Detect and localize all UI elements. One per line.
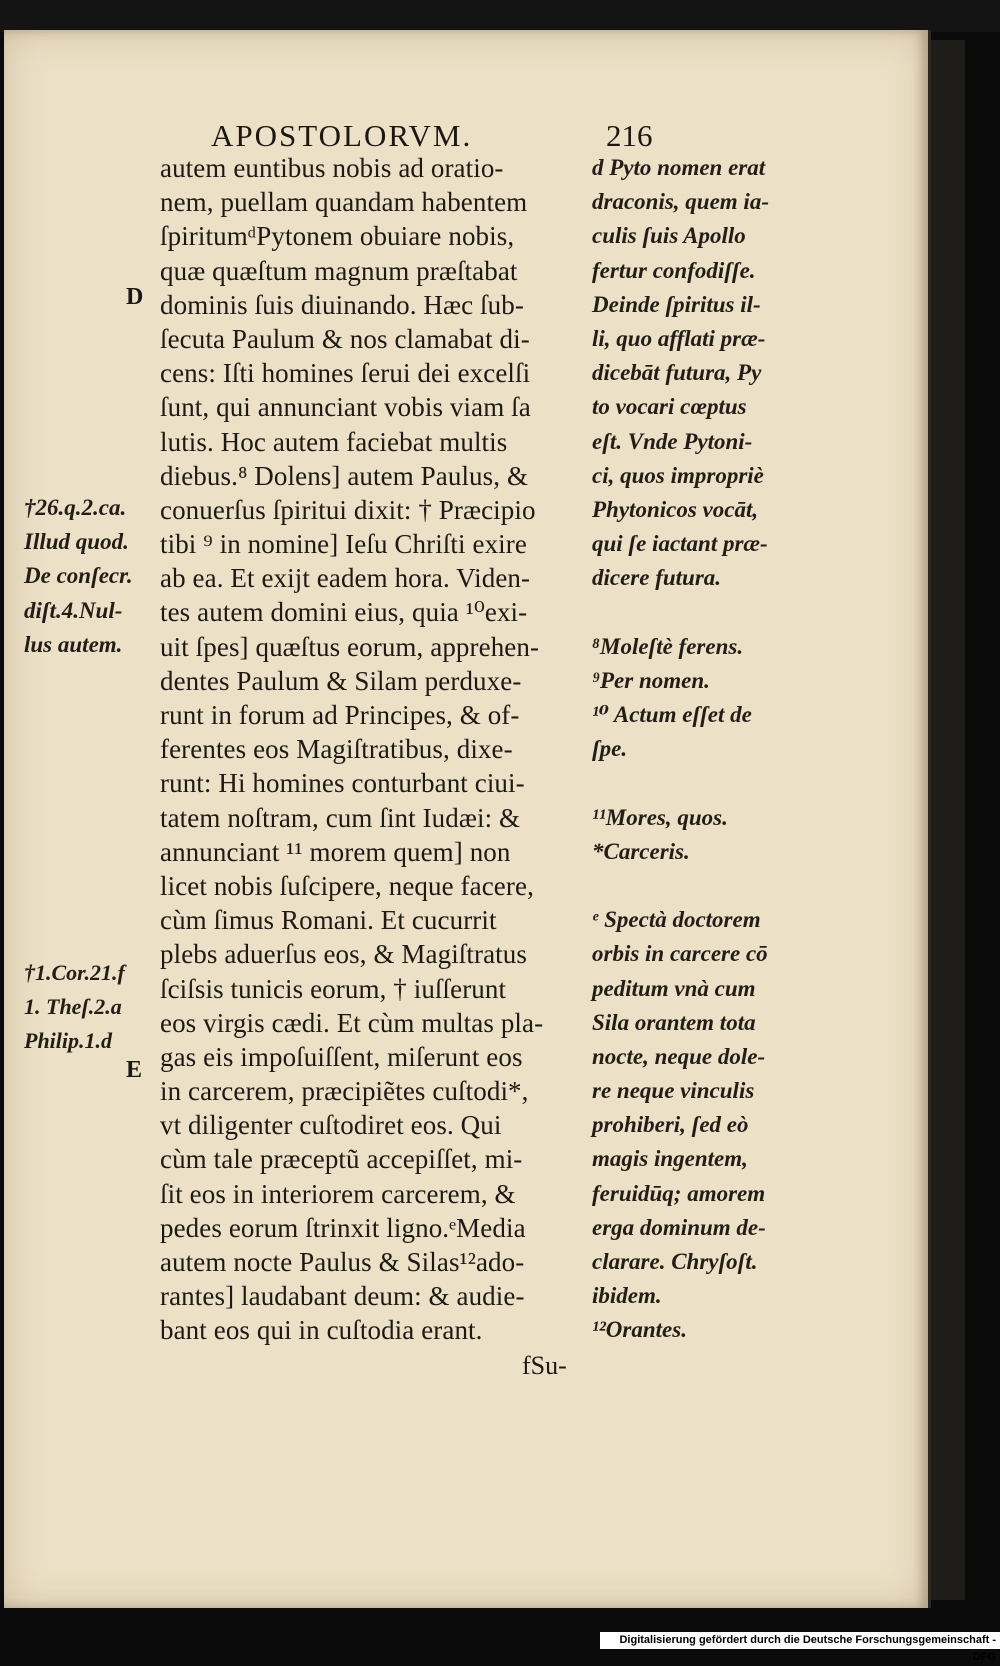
gloss-line: ⁸Moleſtè ferens. xyxy=(592,633,744,659)
text-line: lutis. Hoc autem faciebat multis xyxy=(160,426,508,457)
reference-line: 1. Theſ.2.a xyxy=(24,994,122,1020)
text-line: tes autem domini eius, quia ¹⁰exi- xyxy=(160,597,528,628)
text-line: dominis ſuis diuinando. Hæc ſub- xyxy=(160,289,524,320)
text-line: runt: Hi homines conturbant ciui- xyxy=(160,768,525,799)
gloss-line: dicebāt futura, Py xyxy=(592,360,762,386)
text-line: ferentes eos Magiſtratibus, dixe- xyxy=(160,734,513,765)
text-line: licet nobis ſuſcipere, neque facere, xyxy=(160,870,534,901)
text-line: nem, puellam quandam habentem xyxy=(160,187,528,218)
text-line: ſecuta Paulum & nos clamabat di- xyxy=(160,323,530,354)
gloss-line: ᵉ Spectà doctorem xyxy=(592,907,761,933)
text-line: bant eos qui in cuſtodia erant. xyxy=(160,1315,483,1346)
gloss-line: culis ſuis Apollo xyxy=(592,223,746,249)
text-line: ſunt, qui annunciant vobis viam ſa xyxy=(160,392,531,423)
gloss-line: fertur confodiſſe. xyxy=(592,257,756,283)
digitization-credit: Digitalisierung gefördert durch die Deutsche Forschungsgemeinschaft - DFG xyxy=(600,1632,1000,1649)
gloss-line xyxy=(592,595,792,629)
text-line: ab ea. Et exijt eadem hora. Viden- xyxy=(160,563,531,594)
gloss-line: ci, quos impropriè xyxy=(592,462,764,488)
gloss-line: magis ingentem, xyxy=(592,1146,748,1172)
gloss-line: li, quo afflati præ- xyxy=(592,325,766,351)
gloss-line: re neque vinculis xyxy=(592,1078,755,1104)
running-header xyxy=(211,118,651,154)
text-line: diebus.⁸ Dolens] autem Paulus, & xyxy=(160,460,529,491)
gloss-line: clarare. Chryſoſt. xyxy=(592,1249,758,1274)
gloss-line: ſpe. xyxy=(592,736,628,762)
text-line: rantes] laudabant deum: & audie- xyxy=(160,1281,525,1312)
gloss-line: dicere futura. xyxy=(592,565,722,591)
reference-line: Illud quod. xyxy=(24,529,129,555)
text-line: tatem noſtram, cum ſint Iudæi: & xyxy=(160,802,521,833)
text-line: ſit eos in interiorem carcerem, & xyxy=(160,1178,516,1209)
gloss-line: ¹⁰ Actum eſſet de xyxy=(592,702,752,727)
page-edge xyxy=(931,40,965,1600)
gloss-line: orbis in carcere cō xyxy=(592,941,768,967)
text-line: gas eis impoſuiſſent, miſerunt eos xyxy=(160,1041,523,1072)
marginal-gloss-column xyxy=(592,151,792,1348)
gloss-line: ¹¹Mores, quos. xyxy=(592,804,728,830)
gloss-line: prohiberi, ſed eò xyxy=(592,1112,749,1138)
running-title: APOSTOLORVM. xyxy=(211,118,473,153)
reference-line: diſt.4.Nul- xyxy=(24,597,123,623)
gloss-line: peditum vnà cum xyxy=(592,975,756,1001)
text-line: cùm tale præceptũ accepiſſet, mi- xyxy=(160,1144,523,1175)
gloss-line: qui ſe iactant præ- xyxy=(592,531,768,557)
text-line: ſpiritumᵈPytonem obuiare nobis, xyxy=(160,221,515,252)
reference-line: †1.Cor.21.f xyxy=(24,960,125,985)
text-line: quæ quæſtum magnum præſtabat xyxy=(160,255,518,286)
catchword: fSu- xyxy=(522,1351,567,1380)
text-line: ſciſsis tunicis eorum, † iuſſerunt xyxy=(160,973,507,1004)
reference-line: Philip.1.d xyxy=(24,1028,113,1054)
text-line: pedes eorum ſtrinxit ligno.ᵉMedia xyxy=(160,1212,526,1243)
folio-number: 216 xyxy=(606,118,653,153)
gloss-line: Phytonicos vocāt, xyxy=(592,496,759,522)
text-line: cens: Iſti homines ſerui dei excelſi xyxy=(160,358,531,389)
gloss-line xyxy=(592,869,792,903)
main-text-column xyxy=(160,151,580,1348)
scan-background xyxy=(0,0,1000,32)
text-line: uit ſpes] quæſtus eorum, apprehen- xyxy=(160,631,540,662)
text-line: annunciant ¹¹ morem quem] non xyxy=(160,836,511,867)
text-line: vt diligenter cuſtodiret eos. Qui xyxy=(160,1110,502,1141)
gloss-line: *Carceris. xyxy=(592,838,690,864)
reference-line: lus autem. xyxy=(24,631,123,657)
gloss-line: feruidūq; amorem xyxy=(592,1180,766,1206)
gloss-line: erga dominum de- xyxy=(592,1214,766,1240)
text-line: in carcerem, præcipiẽtes cuſtodi*, xyxy=(160,1076,529,1107)
text-line: plebs aduerſus eos, & Magiſtratus xyxy=(160,939,527,970)
reference-line: †26.q.2.ca. xyxy=(24,495,127,520)
text-line: tibi ⁹ in nomine] Ieſu Chriſti exire xyxy=(160,529,527,560)
text-line: autem euntibus nobis ad oratio- xyxy=(160,153,504,183)
gloss-line xyxy=(592,766,792,800)
left-margin-references-1 xyxy=(24,491,164,662)
text-line: cùm ſimus Romani. Et cucurrit xyxy=(160,905,497,936)
reference-line: De conſecr. xyxy=(24,563,133,589)
gloss-line: eſt. Vnde Pytoni- xyxy=(592,428,753,454)
text-line: autem nocte Paulus & Silas¹²ado- xyxy=(160,1247,525,1277)
gloss-line: Deinde ſpiritus il- xyxy=(592,291,761,317)
gloss-line: ¹²Orantes. xyxy=(592,1317,687,1343)
text-line: eos virgis cædi. Et cùm multas pla- xyxy=(160,1007,544,1038)
gloss-line: to vocari cœptus xyxy=(592,394,747,420)
text-line: dentes Paulum & Silam perduxe- xyxy=(160,665,522,696)
text-line: conuerſus ſpiritui dixit: † Præcipio xyxy=(160,494,536,525)
section-marker-e: E xyxy=(126,1057,143,1083)
left-margin-references-2 xyxy=(24,956,164,1059)
gloss-line: ibidem. xyxy=(592,1283,662,1309)
section-marker-d: D xyxy=(126,284,144,310)
gloss-line: Sila orantem tota xyxy=(592,1009,756,1035)
text-line: runt in forum ad Principes, & of- xyxy=(160,700,520,730)
gloss-line: d Pyto nomen erat xyxy=(592,155,766,180)
gloss-line: nocte, neque dole- xyxy=(592,1043,766,1069)
gloss-line: draconis, quem ia- xyxy=(592,189,769,215)
gloss-line: ⁹Per nomen. xyxy=(592,667,710,693)
